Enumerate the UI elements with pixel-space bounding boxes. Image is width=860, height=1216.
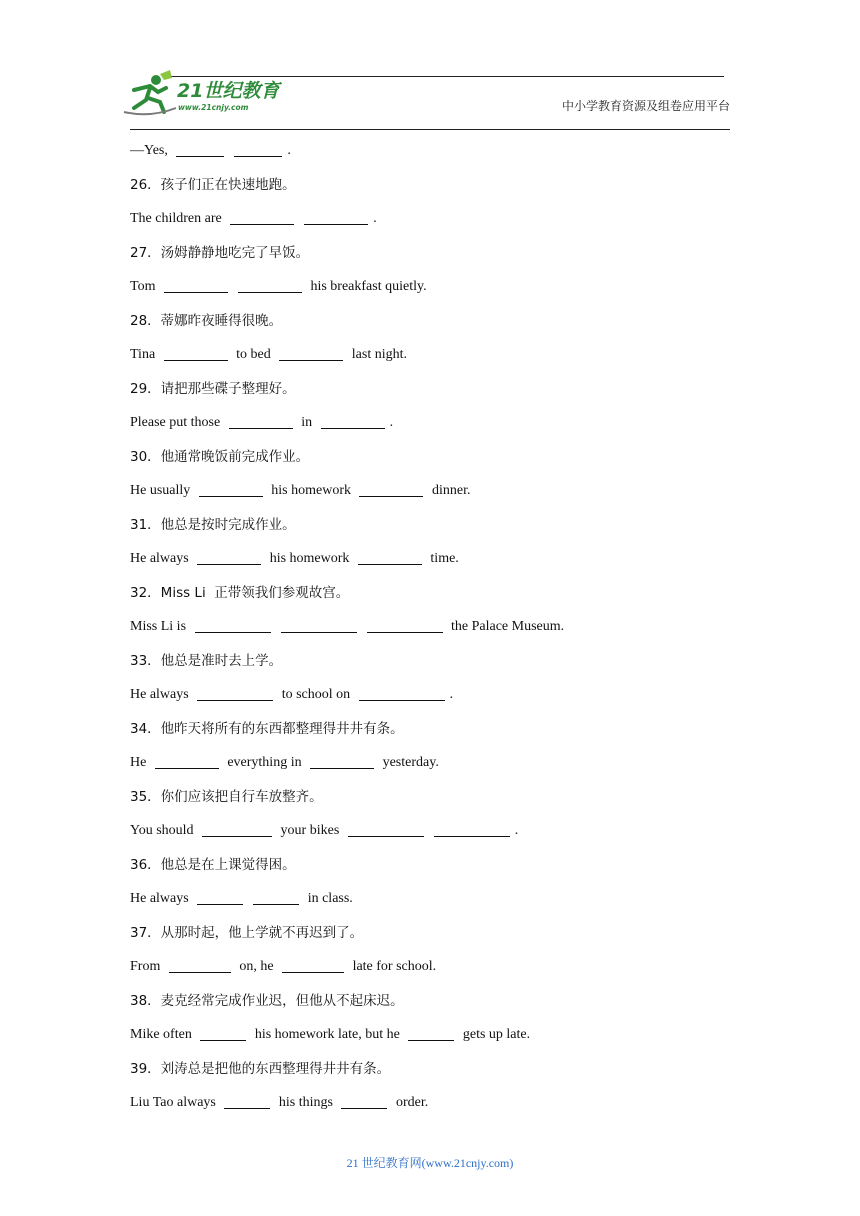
sentence-text: —Yes,	[130, 143, 172, 158]
prompt-text: 36．他总是在上课觉得困。	[130, 857, 296, 873]
header-platform-title: 中小学教育资源及组卷应用平台	[561, 99, 730, 113]
sentence-text: Liu Tao always	[130, 1095, 220, 1110]
answer-line	[130, 141, 750, 175]
sentence-text: yesterday.	[379, 755, 439, 770]
question-prompt	[130, 787, 750, 821]
answer-blank[interactable]	[341, 1093, 387, 1109]
sentence-text: his homework late, but he	[251, 1027, 404, 1042]
sentence-text: dinner.	[428, 483, 471, 498]
prompt-text: 35．你们应该把自行车放整齐。	[130, 789, 323, 805]
answer-blank[interactable]	[367, 617, 443, 633]
answer-blank[interactable]	[169, 957, 231, 973]
answer-blank[interactable]	[234, 141, 282, 157]
sentence-text: on, he	[235, 959, 278, 974]
sentence-text: in class.	[304, 891, 353, 906]
sentence-text: He always	[130, 891, 193, 906]
prompt-text: 29．请把那些碟子整理好。	[130, 381, 296, 397]
answer-blank[interactable]	[155, 753, 219, 769]
sentence-text: his homework	[267, 483, 355, 498]
question-prompt	[130, 175, 750, 209]
answer-line	[130, 413, 750, 447]
answer-blank[interactable]	[348, 821, 424, 837]
answer-blank[interactable]	[359, 481, 423, 497]
answer-blank[interactable]	[176, 141, 224, 157]
answer-blank[interactable]	[279, 345, 343, 361]
answer-line	[130, 617, 750, 651]
sentence-text: Please put those	[130, 415, 224, 430]
prompt-text: 28．蒂娜昨夜睡得很晚。	[130, 313, 283, 329]
prompt-text: 34．他昨天将所有的东西都整理得井井有条。	[130, 721, 404, 737]
answer-blank[interactable]	[202, 821, 272, 837]
answer-line	[130, 753, 750, 787]
prompt-text: 27．汤姆静静地吃完了早饭。	[130, 245, 310, 261]
question-prompt	[130, 379, 750, 413]
exercise-list	[130, 141, 750, 1127]
sentence-text: .	[373, 211, 377, 226]
answer-line	[130, 685, 750, 719]
page-header	[0, 0, 860, 135]
sentence-text: his homework	[266, 551, 353, 566]
question-prompt	[130, 447, 750, 481]
answer-blank[interactable]	[164, 277, 228, 293]
sentence-text: You should	[130, 823, 198, 838]
answer-blank[interactable]	[304, 209, 368, 225]
sentence-text: .	[514, 823, 519, 838]
header-rule-bottom	[130, 129, 730, 130]
sentence-text: From	[130, 959, 164, 974]
sentence-text: time.	[426, 551, 459, 566]
answer-blank[interactable]	[434, 821, 510, 837]
sentence-text: He always	[130, 687, 193, 702]
sentence-text: He always	[130, 551, 193, 566]
prompt-text: 30．他通常晚饭前完成作业。	[130, 449, 310, 465]
answer-blank[interactable]	[224, 1093, 270, 1109]
sentence-text: late for school.	[349, 959, 437, 974]
sentence-text: in	[297, 415, 316, 430]
sentence-text: Tom	[130, 279, 159, 294]
question-prompt	[130, 651, 750, 685]
answer-blank[interactable]	[281, 617, 357, 633]
answer-blank[interactable]	[238, 277, 302, 293]
answer-line	[130, 821, 750, 855]
question-prompt	[130, 515, 750, 549]
answer-line	[130, 209, 750, 243]
sentence-text: He usually	[130, 483, 194, 498]
sentence-text: to bed	[232, 347, 275, 362]
prompt-text: 32．Miss Li 正带领我们参观故宫。	[130, 585, 350, 601]
question-prompt	[130, 243, 750, 277]
answer-blank[interactable]	[229, 413, 293, 429]
sentence-text: gets up late.	[459, 1027, 531, 1042]
answer-line	[130, 549, 750, 583]
answer-line	[130, 1025, 750, 1059]
prompt-text: 31．他总是按时完成作业。	[130, 517, 296, 533]
question-prompt	[130, 855, 750, 889]
logo-text: 21世纪教育	[177, 80, 280, 102]
sentence-text: .	[287, 143, 291, 158]
sentence-text: his things	[275, 1095, 337, 1110]
answer-blank[interactable]	[195, 617, 271, 633]
sentence-text: The children are	[130, 211, 226, 226]
answer-blank[interactable]	[200, 1025, 246, 1041]
question-prompt	[130, 923, 750, 957]
question-prompt	[130, 1059, 750, 1093]
question-prompt	[130, 583, 750, 617]
answer-line	[130, 957, 750, 991]
sentence-text: last night.	[348, 347, 408, 362]
answer-blank[interactable]	[282, 957, 344, 973]
answer-line	[130, 481, 750, 515]
prompt-text: 38．麦克经常完成作业迟，但他从不起床迟。	[130, 993, 404, 1009]
answer-blank[interactable]	[197, 889, 243, 905]
question-prompt	[130, 311, 750, 345]
question-prompt	[130, 719, 750, 753]
answer-blank[interactable]	[253, 889, 299, 905]
answer-blank[interactable]	[199, 481, 263, 497]
answer-blank[interactable]	[230, 209, 294, 225]
sentence-text: his breakfast quietly.	[306, 279, 427, 294]
logo-url: www.21cnjy.com	[178, 103, 249, 112]
answer-blank[interactable]	[310, 753, 374, 769]
question-prompt	[130, 991, 750, 1025]
sentence-text: He	[130, 755, 150, 770]
answer-blank[interactable]	[164, 345, 228, 361]
sentence-text: your bikes	[277, 823, 343, 838]
answer-line	[130, 1093, 750, 1127]
answer-blank[interactable]	[359, 685, 445, 701]
answer-blank[interactable]	[321, 413, 385, 429]
sentence-text: Mike often	[130, 1027, 196, 1042]
answer-line	[130, 345, 750, 379]
sentence-text: the Palace Museum.	[447, 619, 565, 634]
answer-blank[interactable]	[197, 685, 273, 701]
answer-line	[130, 889, 750, 923]
sentence-text: order.	[392, 1095, 429, 1110]
prompt-text: 39．刘涛总是把他的东西整理得井井有条。	[130, 1061, 391, 1077]
answer-line	[130, 277, 750, 311]
prompt-text: 26．孩子们正在快速地跑。	[130, 177, 296, 193]
answer-blank[interactable]	[408, 1025, 454, 1041]
sentence-text: .	[449, 687, 454, 702]
answer-blank[interactable]	[197, 549, 261, 565]
answer-blank[interactable]	[358, 549, 422, 565]
sentence-text: Tina	[130, 347, 159, 362]
sentence-text: Miss Li is	[130, 619, 190, 634]
sentence-text: everything in	[223, 755, 306, 770]
sentence-text: .	[389, 415, 394, 430]
prompt-text: 37．从那时起，他上学就不再迟到了。	[130, 925, 364, 941]
prompt-text: 33．他总是准时去上学。	[130, 653, 283, 669]
sentence-text: to school on	[278, 687, 354, 702]
page-footer: 21 世纪教育网(www.21cnjy.com)	[346, 1156, 514, 1170]
